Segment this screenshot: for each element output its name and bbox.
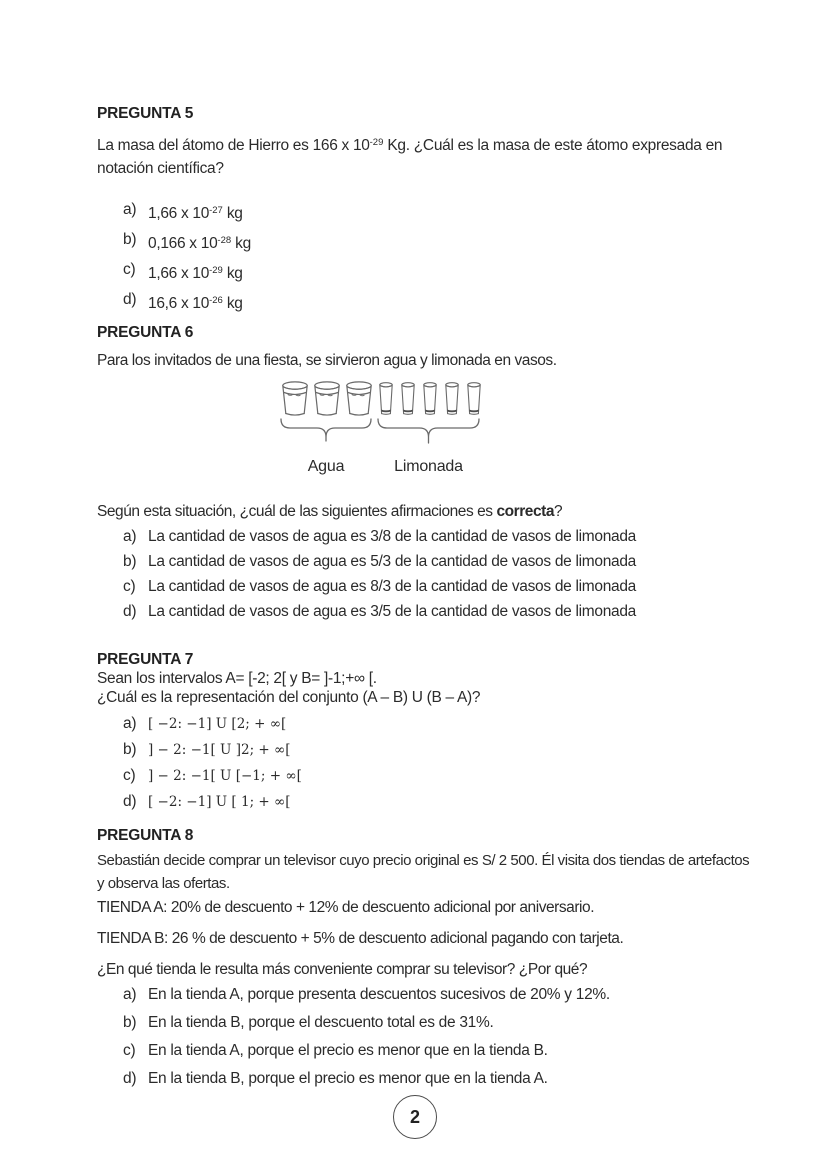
question-8-intro: Sebastián decide comprar un televisor cuyo precio original es S/ 2 500. Él visita dos tiendas de artefactos y observa las ofertas. — [97, 852, 750, 892]
option-letter: d) — [123, 1070, 137, 1087]
question-7-line2: ¿Cuál es la representación del conjunto (A – B) U (B – A)? — [97, 689, 481, 706]
option-text: [ −2: −1] U [ 1; + ∞[ — [148, 794, 291, 810]
q5-text-before-exp: La masa del átomo de Hierro es 166 x 10 — [97, 137, 370, 155]
option-row — [123, 1069, 610, 1089]
option-letter: a) — [123, 528, 137, 545]
option-exponent: -28 — [217, 235, 232, 247]
option-row — [123, 766, 302, 786]
question-7-heading: PREGUNTA 7 — [97, 651, 194, 668]
q5-text-after-exp: Kg. ¿Cuál es la masa de este átomo expresada en notación científica? — [97, 137, 723, 178]
option-text: En la tienda B, porque el descuento total es de 31%. — [148, 1014, 494, 1031]
option-value: 0,166 x 10 — [148, 235, 218, 253]
question-6-text — [97, 500, 745, 523]
option-letter: a) — [123, 715, 137, 732]
option-row — [123, 260, 251, 284]
option-row — [123, 577, 636, 597]
option-row — [123, 230, 251, 254]
option-row — [123, 792, 302, 812]
option-text — [148, 230, 251, 254]
option-row — [123, 985, 610, 1005]
lemonade-glass-icon — [423, 382, 437, 416]
option-text: La cantidad de vasos de agua es 3/8 de la cantidad de vasos de limonada — [148, 528, 636, 545]
water-glasses-group — [282, 381, 372, 417]
question-8-heading: PREGUNTA 8 — [97, 827, 194, 844]
option-letter: c) — [123, 1042, 136, 1059]
lemonade-glass-icon — [467, 382, 481, 416]
option-letter: d) — [123, 291, 137, 309]
water-glass-icon — [346, 381, 372, 417]
option-text: En la tienda B, porque el precio es menor que en la tienda A. — [148, 1070, 548, 1087]
lemonade-glass-icon — [401, 382, 415, 416]
water-glass-icon — [282, 381, 308, 417]
option-exponent: -26 — [209, 295, 223, 307]
q6-question-before: Según esta situación, ¿cuál de las siguientes afirmaciones es — [97, 503, 497, 520]
option-row — [123, 602, 636, 622]
limonada-label: Limonada — [394, 458, 463, 475]
agua-brace — [280, 418, 372, 444]
option-letter: a) — [123, 986, 137, 1003]
option-letter: b) — [123, 231, 137, 249]
water-glass-icon — [314, 381, 340, 417]
option-text: ] − 2: −1[ U [−1; + ∞[ — [148, 768, 302, 784]
option-text — [148, 200, 243, 224]
option-value: 1,66 x 10 — [148, 265, 210, 283]
option-row — [123, 552, 636, 572]
option-letter: c) — [123, 578, 136, 595]
question-5-text — [97, 130, 745, 180]
question-6-intro: Para los invitados de una fiesta, se sirvieron agua y limonada en vasos. — [97, 352, 557, 369]
page-number-badge — [393, 1095, 437, 1139]
option-text: En la tienda A, porque el precio es menor que en la tienda B. — [148, 1042, 548, 1059]
option-exponent: -29 — [209, 265, 223, 277]
tienda-a-line: TIENDA A: 20% de descuento + 12% de descuento adicional por aniversario. — [97, 899, 595, 916]
option-value: 16,6 x 10 — [148, 295, 210, 313]
lemonade-liquid — [381, 410, 390, 413]
option-row — [123, 1013, 610, 1033]
option-text — [148, 260, 243, 284]
option-letter: c) — [123, 767, 136, 784]
option-letter: a) — [123, 201, 137, 218]
option-text: La cantidad de vasos de agua es 8/3 de la cantidad de vasos de limonada — [148, 578, 636, 595]
option-letter: b) — [123, 553, 137, 570]
option-letter: b) — [123, 741, 137, 758]
limonada-brace — [377, 418, 480, 446]
lemonade-liquid — [469, 410, 478, 413]
option-unit: kg — [231, 235, 251, 253]
q6-question-after: ? — [554, 503, 563, 520]
question-5-heading: PREGUNTA 5 — [97, 105, 194, 122]
option-letter: d) — [123, 603, 137, 620]
option-text: [ −2: −1] U [2; + ∞[ — [148, 716, 287, 732]
option-letter: c) — [123, 261, 136, 279]
lemonade-liquid — [447, 410, 456, 413]
option-row — [123, 1041, 610, 1061]
lemonade-glass-icon — [379, 382, 393, 416]
option-unit: kg — [222, 205, 243, 223]
question-8-options — [123, 985, 610, 1097]
page-number: 2 — [409, 1106, 420, 1127]
option-text: La cantidad de vasos de agua es 5/3 de la cantidad de vasos de limonada — [148, 553, 636, 570]
option-letter: d) — [123, 793, 137, 810]
lemonade-liquid — [425, 410, 434, 413]
lemonade-liquid — [403, 410, 412, 413]
agua-label: Agua — [307, 458, 345, 475]
option-text: ] − 2: −1[ U ]2; + ∞[ — [148, 742, 291, 758]
question-6-options — [123, 527, 636, 627]
question-8-text: ¿En qué tienda le resulta más conveniente comprar su televisor? ¿Por qué? — [97, 961, 588, 978]
option-exponent: -27 — [209, 205, 223, 216]
option-letter: b) — [123, 1014, 137, 1031]
option-unit: kg — [222, 295, 243, 313]
option-row — [123, 714, 302, 734]
question-6-heading: PREGUNTA 6 — [97, 324, 194, 341]
lemonade-glass-icon — [445, 382, 459, 416]
q6-question-bold: correcta — [496, 503, 555, 520]
option-text: En la tienda A, porque presenta descuentos sucesivos de 20% y 12%. — [148, 986, 610, 1003]
tienda-b-line: TIENDA B: 26 % de descuento + 5% de descuento adicional pagando con tarjeta. — [97, 930, 624, 947]
question-7-line1: Sean los intervalos A= [-2; 2[ y B= ]-1;+∞ [. — [97, 670, 377, 687]
option-value: 1,66 x 10 — [148, 205, 210, 223]
option-row — [123, 200, 251, 224]
option-row — [123, 290, 251, 314]
option-row — [123, 740, 302, 760]
option-text — [148, 290, 243, 314]
option-row — [123, 527, 636, 547]
option-unit: kg — [222, 265, 243, 283]
lemonade-glasses-group — [379, 382, 481, 416]
q5-exponent: -29 — [369, 137, 384, 148]
option-text: La cantidad de vasos de agua es 3/5 de la cantidad de vasos de limonada — [148, 603, 636, 620]
question-7-options — [123, 714, 302, 818]
question-5-options — [123, 200, 251, 321]
